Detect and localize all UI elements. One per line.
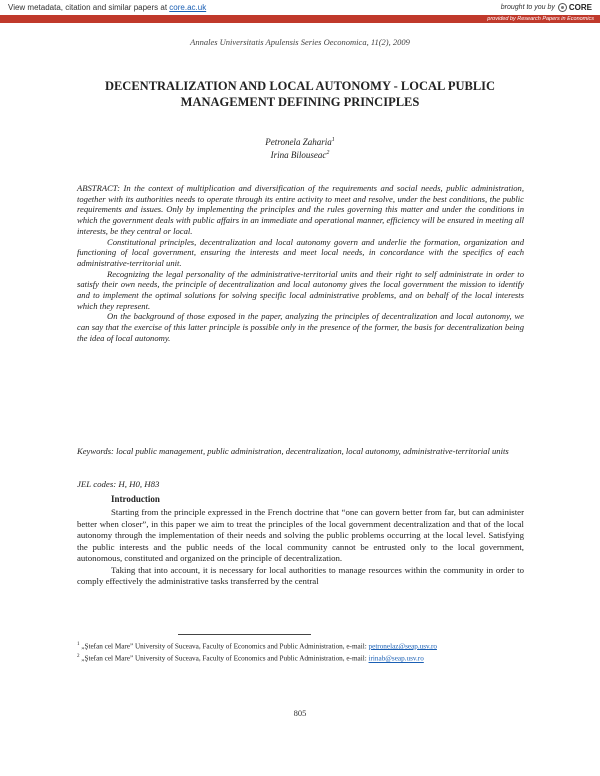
core-banner: [0, 0, 600, 28]
provider-bar: [0, 15, 600, 23]
title-line-1: DECENTRALIZATION AND LOCAL AUTONOMY - LOCAL PUBLIC: [104, 79, 496, 93]
abstract-paragraph: Constitutional principles, decentralization and local autonomy govern and underlie the formation, organization and functioning of local government, ensuring the interests and meet local needs, in concordance with the specifics of each administrative-territorial unit.: [77, 236, 524, 268]
author-list: [0, 135, 600, 161]
body-text: [77, 507, 524, 588]
body-paragraph: Starting from the principle expressed in the French doctrine that “one can govern better from far, but can administer better when closer”, in this paper we aim to treat the principles of the local government decentralization and that of the local autonomy through the implementation of their needs and solving the public problems occurring at the local level. Satisfying the public interests and the public needs of the local community cannot be entrusted only to the local government, autonomous, constituted and organized on the principle of decentralization.: [77, 507, 524, 563]
page-number: 805: [293, 708, 307, 718]
core-logo-icon: [558, 3, 567, 12]
author-name: Petronela Zaharia: [265, 137, 332, 147]
core-label: CORE: [568, 3, 592, 12]
provided-by-text: provided by Research Papers in Economics: [487, 16, 594, 22]
body-paragraph: Taking that into account, it is necessary for local authorities to manage resources within the community in order to comply effectively the administrative tasks transferred by the central: [77, 564, 524, 586]
author: [0, 148, 600, 161]
author-footnote-mark: 2: [326, 150, 330, 156]
footnotes: [77, 640, 524, 665]
title-line-2: MANAGEMENT DEFINING PRINCIPLES: [180, 95, 420, 109]
metadata-notice: [8, 3, 206, 12]
abstract-paragraph: On the background of those exposed in the paper, analyzing the principles of decentralization and local autonomy, we can say that the exercise of this latter principle is possible only in the presence of the former, the basis for decentralization being the idea of local autonomy.: [77, 311, 524, 343]
footnote: [77, 640, 524, 651]
author-footnote-mark: 1: [331, 137, 335, 143]
author-name: Irina Bilouseac: [270, 150, 327, 160]
email-link[interactable]: irinab@seap.usv.ro: [368, 654, 424, 663]
abstract-paragraph: Recognizing the legal personality of the administrative-territorial units and their right to self administrate in order to satisfy their own needs, the principle of decentralization and local autonomy gives the local government the mission to identify and to implement the optimal solutions for solving specific local administrative problems, and on behalf of the local interests which they represent.: [77, 268, 524, 311]
jel-codes: JEL codes: H, H0, H83: [77, 479, 160, 489]
email-link[interactable]: petronelaz@seap.usv.ro: [368, 642, 437, 651]
brought-by: [501, 3, 592, 12]
footnote: [77, 652, 524, 663]
footnote-text: „Ştefan cel Mare” University of Suceava, Faculty of Economics and Public Administration, e-mail:: [81, 642, 369, 651]
metadata-text: View metadata, citation and similar papers at: [8, 3, 170, 12]
abstract-paragraph: ABSTRACT: In the context of multiplication and diversification of the requirements and social needs, public administration, together with its authorities needs to operate through its entire activity to meet and resolve, under the best conditions, the public requirements and issues. Only by implementing the principles and the rules governing this matter and under the conditions in which the government deals with public affairs in an immediate and operational manner, efficiency will be ensured in meeting all interests, be they central or local.: [77, 183, 524, 236]
section-heading: Introduction: [111, 494, 160, 504]
journal-header: Annales Universitatis Apulensis Series Oeconomica, 11(2), 2009: [190, 37, 410, 47]
core-link[interactable]: core.ac.uk: [169, 3, 207, 12]
footnote-text: „Ştefan cel Mare” University of Suceava, Faculty of Economics and Public Administration, e-mail:: [81, 654, 369, 663]
footnote-mark: 2: [77, 654, 80, 660]
abstract: [77, 183, 524, 344]
brought-by-text: brought to you by: [500, 4, 555, 11]
footnote-mark: 1: [77, 642, 80, 647]
author: [0, 135, 600, 148]
paper-title: [80, 78, 520, 110]
keywords: Keywords: local public management, public administration, decentralization, local autonomy, administrative-territorial units: [77, 446, 509, 456]
core-logo[interactable]: [558, 3, 592, 12]
footnote-divider: [178, 634, 311, 635]
